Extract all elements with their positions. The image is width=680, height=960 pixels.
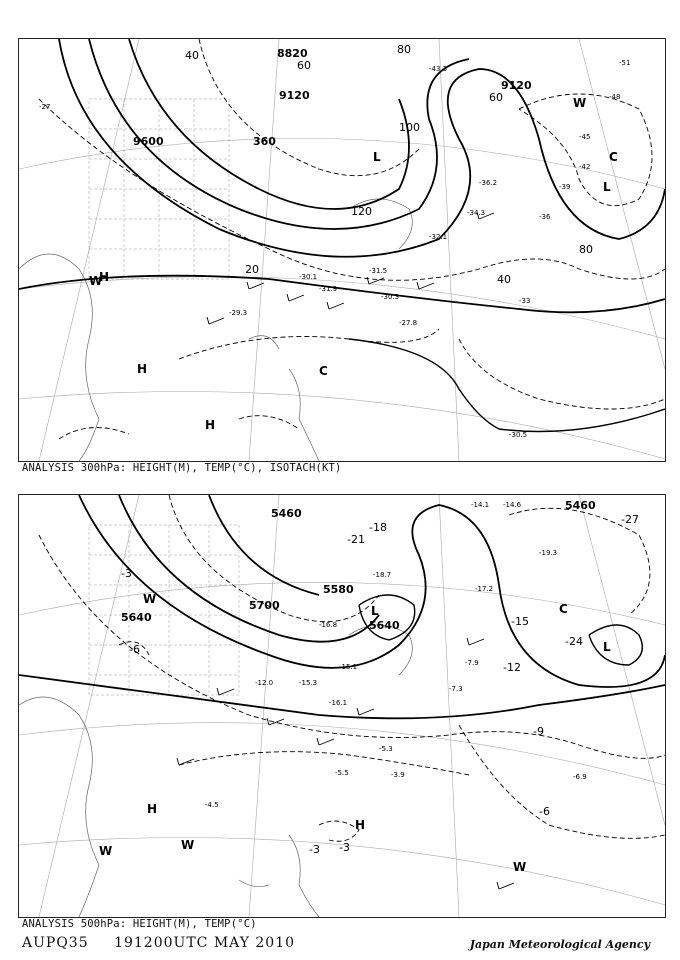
map-500hpa-svg (19, 495, 665, 917)
temp-label: -32.1 (429, 233, 448, 241)
isotach-label: 20 (245, 263, 259, 276)
system-low: L (603, 180, 611, 194)
temp-label: -27.8 (399, 319, 418, 327)
temp-label: -51 (619, 59, 631, 67)
isotach-label: 80 (397, 43, 411, 56)
temp-label: -29.3 (229, 309, 248, 317)
temp-contour-label: -6 (129, 643, 140, 656)
map-panel-500hpa (18, 494, 666, 918)
station-label: -18.7 (373, 571, 392, 579)
station-label: -7.3 (449, 685, 463, 693)
isotach-label: 40 (497, 273, 511, 286)
station-label: -19.3 (539, 549, 558, 557)
station-label: -3.9 (391, 771, 405, 779)
temp-contour-label: -18 (369, 521, 387, 534)
height-contours (19, 39, 665, 432)
temp-contour-label: -15 (511, 615, 529, 628)
caption-300hpa: ANALYSIS 300hPa: HEIGHT(M), TEMP(°C), ISOTACH(KT) (22, 462, 342, 474)
system-high: H (355, 818, 366, 832)
temp-contour-labels (121, 513, 639, 856)
station-label: -4.5 (205, 801, 219, 809)
temp-label: -36 (539, 213, 551, 221)
isotach-label: 120 (351, 205, 372, 218)
pressure-systems (89, 96, 618, 432)
height-label: 8820 (277, 47, 308, 60)
height-label: 5700 (249, 599, 280, 612)
coastline (19, 199, 412, 461)
temp-label: -27 (39, 103, 51, 111)
system-warm: W (99, 844, 113, 858)
station-label: -14.1 (471, 501, 490, 509)
system-cold: C (609, 150, 618, 164)
agency-name: Japan Meteorological Agency (469, 938, 650, 951)
system-low: L (371, 604, 379, 618)
system-low: L (603, 640, 611, 654)
temp-contour-label: -3 (121, 567, 132, 580)
temp-contour-label: -3 (309, 843, 320, 856)
temp-labels (39, 59, 630, 439)
temp-label: -30.1 (299, 273, 318, 281)
isotach-label: 60 (489, 91, 503, 104)
station-label: -15.3 (299, 679, 318, 687)
temp-contour-label: -6 (539, 805, 550, 818)
isotach-contours (39, 39, 665, 439)
temp-contour-label: -21 (347, 533, 365, 546)
system-warm: W (513, 860, 527, 874)
chart-datetime: 191200UTC MAY 2010 (114, 935, 296, 951)
temp-label: -30.3 (381, 293, 400, 301)
temp-label: -43.3 (429, 65, 448, 73)
hatched-area (89, 99, 229, 279)
chart-identifier (22, 935, 315, 951)
system-warm: W (89, 274, 103, 288)
station-label: -5.3 (379, 745, 393, 753)
height-label: 5580 (323, 583, 354, 596)
system-low: L (373, 150, 381, 164)
height-label: 5640 (369, 619, 400, 632)
system-cold: C (559, 602, 568, 616)
isotach-labels (185, 43, 593, 286)
station-label: -16.1 (329, 699, 348, 707)
graticule (19, 39, 665, 461)
isotach-label: 40 (185, 49, 199, 62)
chart-code: AUPQ35 (22, 935, 89, 951)
system-cold: C (319, 364, 328, 378)
height-label: 5460 (565, 499, 596, 512)
height-labels (133, 47, 532, 148)
height-label: 5460 (271, 507, 302, 520)
isotach-label: 60 (297, 59, 311, 72)
temp-label: -42 (579, 163, 591, 171)
temp-contour-label: -3 (339, 841, 350, 854)
temp-label: -45 (579, 133, 591, 141)
height-contours (19, 495, 665, 718)
height-label: 9120 (279, 89, 310, 102)
station-label: -16.8 (319, 621, 338, 629)
temp-contour-label: -9 (533, 725, 544, 738)
temp-label: -34.3 (467, 209, 486, 217)
temp-label: -36.2 (479, 179, 498, 187)
height-label: 5640 (121, 611, 152, 624)
system-high: H (137, 362, 148, 376)
station-label: -6.9 (573, 773, 587, 781)
height-label: 9600 (133, 135, 164, 148)
station-label: -15.1 (339, 663, 358, 671)
height-labels (121, 499, 596, 632)
system-warm: W (181, 838, 195, 852)
map-panel-300hpa (18, 38, 666, 462)
system-high: H (99, 270, 110, 284)
caption-500hpa: ANALYSIS 500hPa: HEIGHT(M), TEMP(°C) (22, 918, 257, 930)
temp-label: -33 (519, 297, 531, 305)
system-warm: W (573, 96, 587, 110)
station-label: -12.0 (255, 679, 274, 687)
system-warm: W (143, 592, 157, 606)
station-label: -17.2 (475, 585, 494, 593)
station-label: -14.6 (503, 501, 522, 509)
temp-label: -48 (609, 93, 621, 101)
temp-label: -39 (559, 183, 571, 191)
temp-contour-label: -24 (565, 635, 583, 648)
map-300hpa-svg (19, 39, 665, 461)
station-label: -5.5 (335, 769, 349, 777)
isotach-label: 80 (579, 243, 593, 256)
station-label: -7.9 (465, 659, 479, 667)
temp-label: -31.5 (369, 267, 388, 275)
height-label: 360 (253, 135, 276, 148)
temp-label: -31.9 (319, 285, 338, 293)
height-label: 9120 (501, 79, 532, 92)
isotach-label: 100 (399, 121, 420, 134)
system-high: H (205, 418, 216, 432)
temp-label: -30.5 (509, 431, 528, 439)
temp-contour-label: -12 (503, 661, 521, 674)
system-high: H (147, 802, 158, 816)
temp-contour-label: -27 (621, 513, 639, 526)
